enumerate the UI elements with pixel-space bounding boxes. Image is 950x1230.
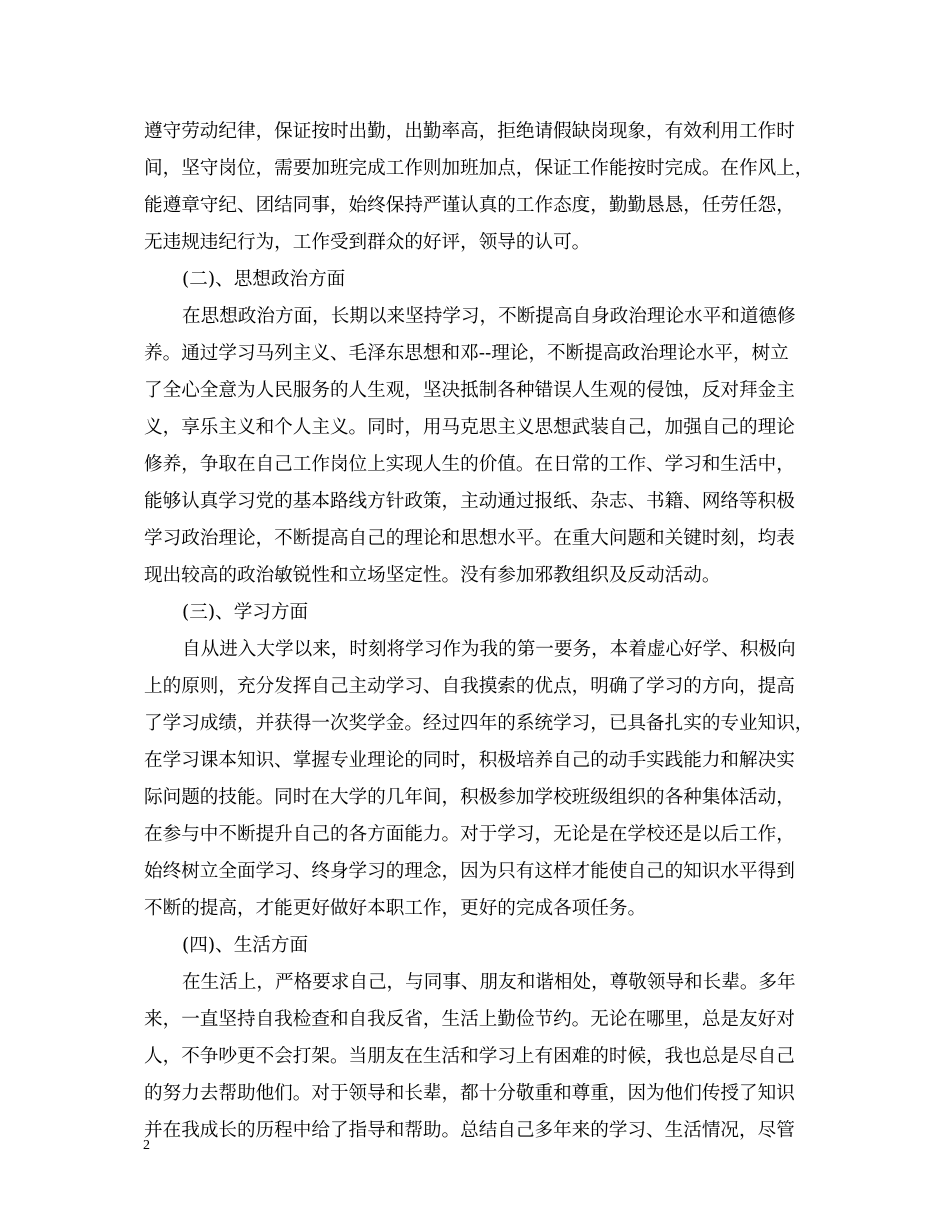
text-line: 自从进入大学以来，时刻将学习作为我的第一要务，本着虚心好学、积极向: [182, 639, 796, 660]
text-line: 在学习课本知识、掌握专业理论的同时，积极培养自己的动手实践能力和解决实: [144, 750, 795, 771]
text-line: 始终树立全面学习、终身学习的理念，因为只有这样才能使自己的知识水平得到: [144, 861, 795, 882]
text-line: 的努力去帮助他们。对于领导和长辈，都十分敬重和尊重，因为他们传授了知识: [144, 1083, 795, 1104]
text-line: 来，一直坚持自我检查和自我反省，生活上勤俭节约。无论在哪里，总是友好对: [144, 1009, 795, 1030]
text-line: 人，不争吵更不会打架。当朋友在生活和学习上有困难的时候，我也总是尽自己: [144, 1046, 795, 1067]
text-line: 养。通过学习马列主义、毛泽东思想和邓--理论，不断提高政治理论水平，树立: [144, 343, 789, 364]
text-line: 间，坚守岗位，需要加班完成工作则加班加点，保证工作能按时完成。在作风上，: [144, 158, 814, 179]
document-body: [144, 113, 824, 1149]
text-line: 无违规违纪行为，工作受到群众的好评，领导的认可。: [144, 232, 591, 253]
text-line: 上的原则，充分发挥自己主动学习、自我摸索的优点，明确了学习的方向，提高: [144, 676, 795, 697]
text-line: 能遵章守纪、团结同事，始终保持严谨认真的工作态度，勤勤恳恳，任劳任怨，: [144, 195, 795, 216]
text-line: 了全心全意为人民服务的人生观，坚决抵制各种错误人生观的侵蚀，反对拜金主: [144, 380, 795, 401]
text-line: 在参与中不断提升自己的各方面能力。对于学习，无论是在学校还是以后工作，: [144, 824, 795, 845]
page-number: 2: [143, 1138, 150, 1153]
text-line: 在思想政治方面，长期以来坚持学习，不断提高自身政治理论水平和道德修: [182, 306, 796, 327]
text-line: 遵守劳动纪律，保证按时出勤，出勤率高，拒绝请假缺岗现象，有效利用工作时: [144, 121, 795, 142]
text-line: 义，享乐主义和个人主义。同时，用马克思主义思想武装自己，加强自己的理论: [144, 417, 795, 438]
text-line: 学习政治理论，不断提高自己的理论和思想水平。在重大问题和关键时刻，均表: [144, 528, 795, 549]
text-line: 在生活上，严格要求自己，与同事、朋友和谐相处，尊敬领导和长辈。多年: [182, 972, 796, 993]
section-heading: (二)、思想政治方面: [182, 269, 346, 290]
text-line: 并在我成长的历程中给了指导和帮助。总结自己多年来的学习、生活情况，尽管: [144, 1120, 795, 1141]
text-line: 现出较高的政治敏锐性和立场坚定性。没有参加邪教组织及反动活动。: [144, 565, 721, 586]
text-line: 修养，争取在自己工作岗位上实现人生的价值。在日常的工作、学习和生活中，: [144, 454, 795, 475]
section-heading: (四)、生活方面: [182, 935, 309, 956]
text-line: 能够认真学习党的基本路线方针政策，主动通过报纸、杂志、书籍、网络等积极: [144, 491, 795, 512]
text-line: 了学习成绩，并获得一次奖学金。经过四年的系统学习，已具备扎实的专业知识，: [144, 713, 814, 734]
text-line: 际问题的技能。同时在大学的几年间，积极参加学校班级组织的各种集体活动，: [144, 787, 795, 808]
text-line: 不断的提高，才能更好做好本职工作，更好的完成各项任务。: [144, 898, 647, 919]
section-heading: (三)、学习方面: [182, 602, 309, 623]
